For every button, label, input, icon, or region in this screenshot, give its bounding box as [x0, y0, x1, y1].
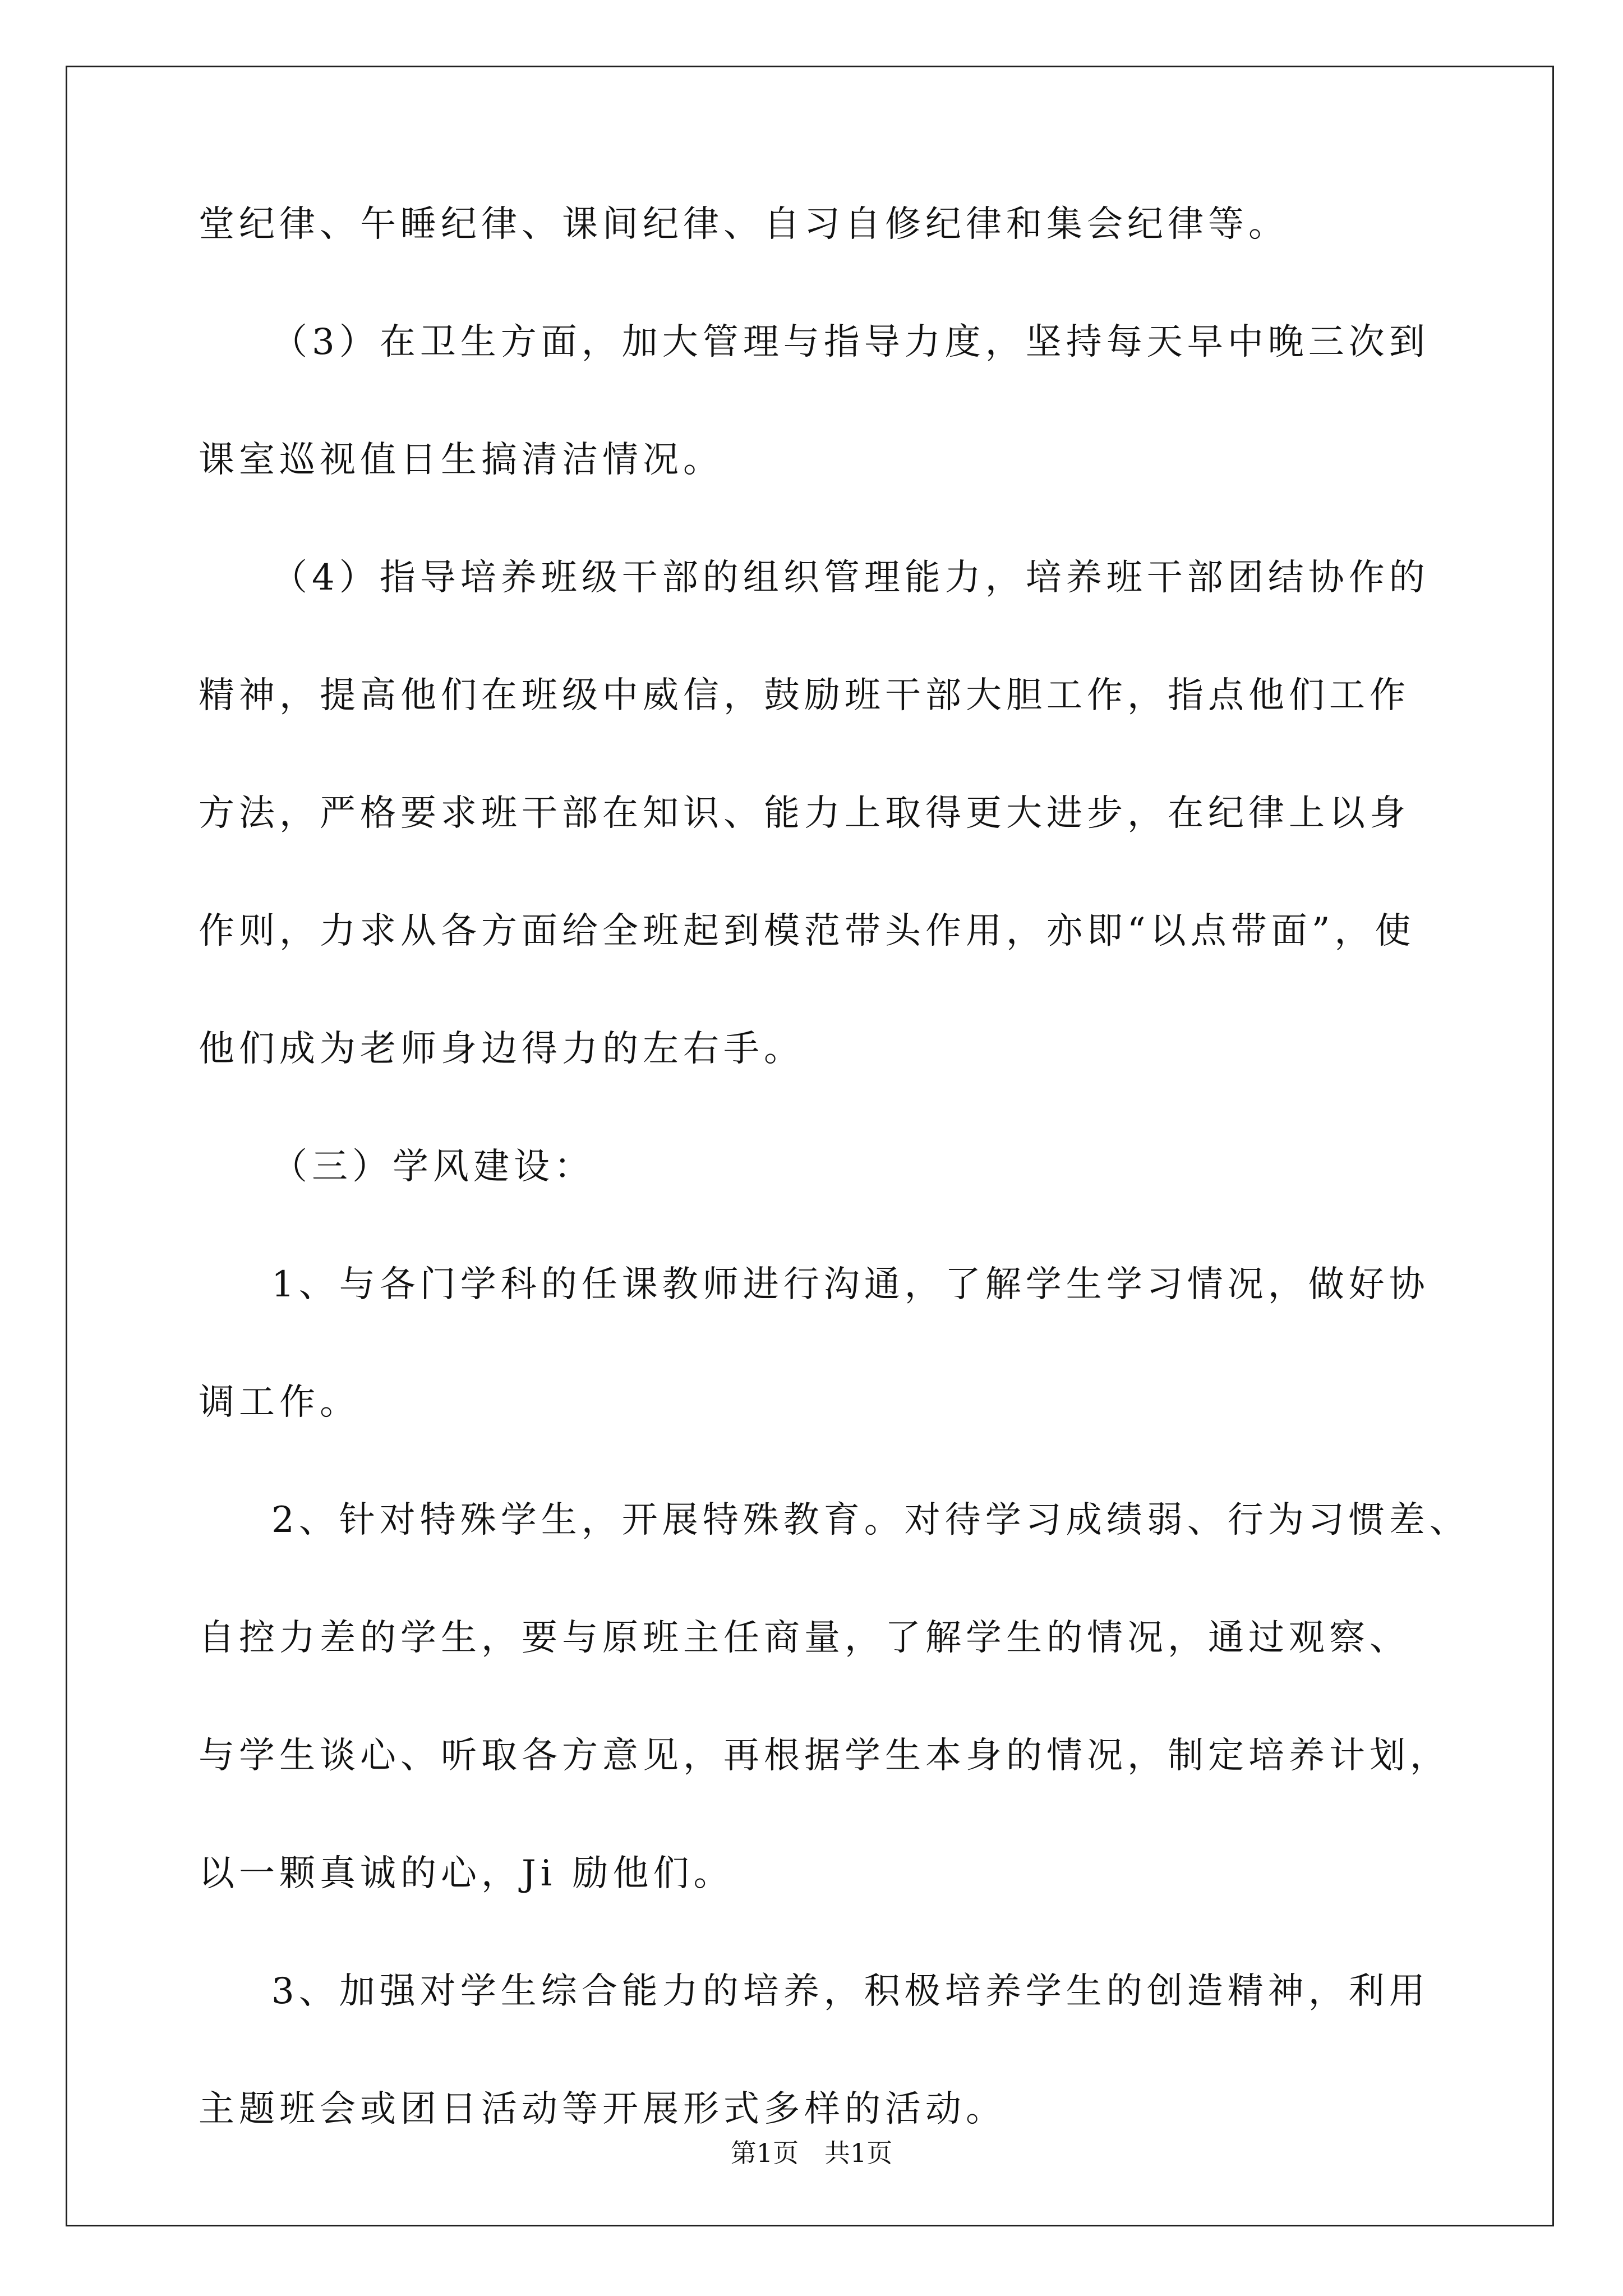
text-line: （3）在卫生方面，加大管理与指导力度，坚持每天早中晚三次到	[271, 321, 1430, 363]
text-line: （4）指导培养班级干部的组织管理能力，培养班干部团结协作的	[271, 557, 1430, 599]
text-line: 3、加强对学生综合能力的培养，积极培养学生的创造精神，利用	[271, 1971, 1430, 2012]
text-line: 与学生谈心、听取各方意见，再根据学生本身的情况，制定培养计划，	[199, 1735, 1450, 1777]
text-line: 堂纪律、午睡纪律、课间纪律、自习自修纪律和集会纪律等。	[199, 204, 1289, 245]
text-line: 他们成为老师身边得力的左右手。	[199, 1028, 804, 1070]
text-line: 作则，力求从各方面给全班起到模范带头作用，亦即“以点带面”，使	[199, 910, 1415, 952]
text-line: 精神，提高他们在班级中威信，鼓励班干部大胆工作，指点他们工作	[199, 675, 1410, 716]
text-line: 2、针对特殊学生，开展特殊教育。对待学习成绩弱、行为习惯差、	[271, 1499, 1470, 1541]
text-line: 自控力差的学生，要与原班主任商量，了解学生的情况，通过观察、	[199, 1617, 1410, 1659]
section-heading: （三）学风建设：	[271, 1146, 594, 1188]
text-line: 1、与各门学科的任课教师进行沟通，了解学生学习情况，做好协	[271, 1264, 1430, 1305]
text-line: 课室巡视值日生搞清洁情况。	[199, 439, 723, 481]
page-footer: 第1页 共1页	[730, 2138, 893, 2168]
text-line: 以一颗真诚的心，Ji 励他们。	[199, 1853, 734, 1894]
text-line: 方法，严格要求班干部在知识、能力上取得更大进步，在纪律上以身	[199, 793, 1410, 834]
text-line: 调工作。	[199, 1382, 360, 1423]
text-line: 主题班会或团日活动等开展形式多样的活动。	[199, 2088, 1006, 2130]
